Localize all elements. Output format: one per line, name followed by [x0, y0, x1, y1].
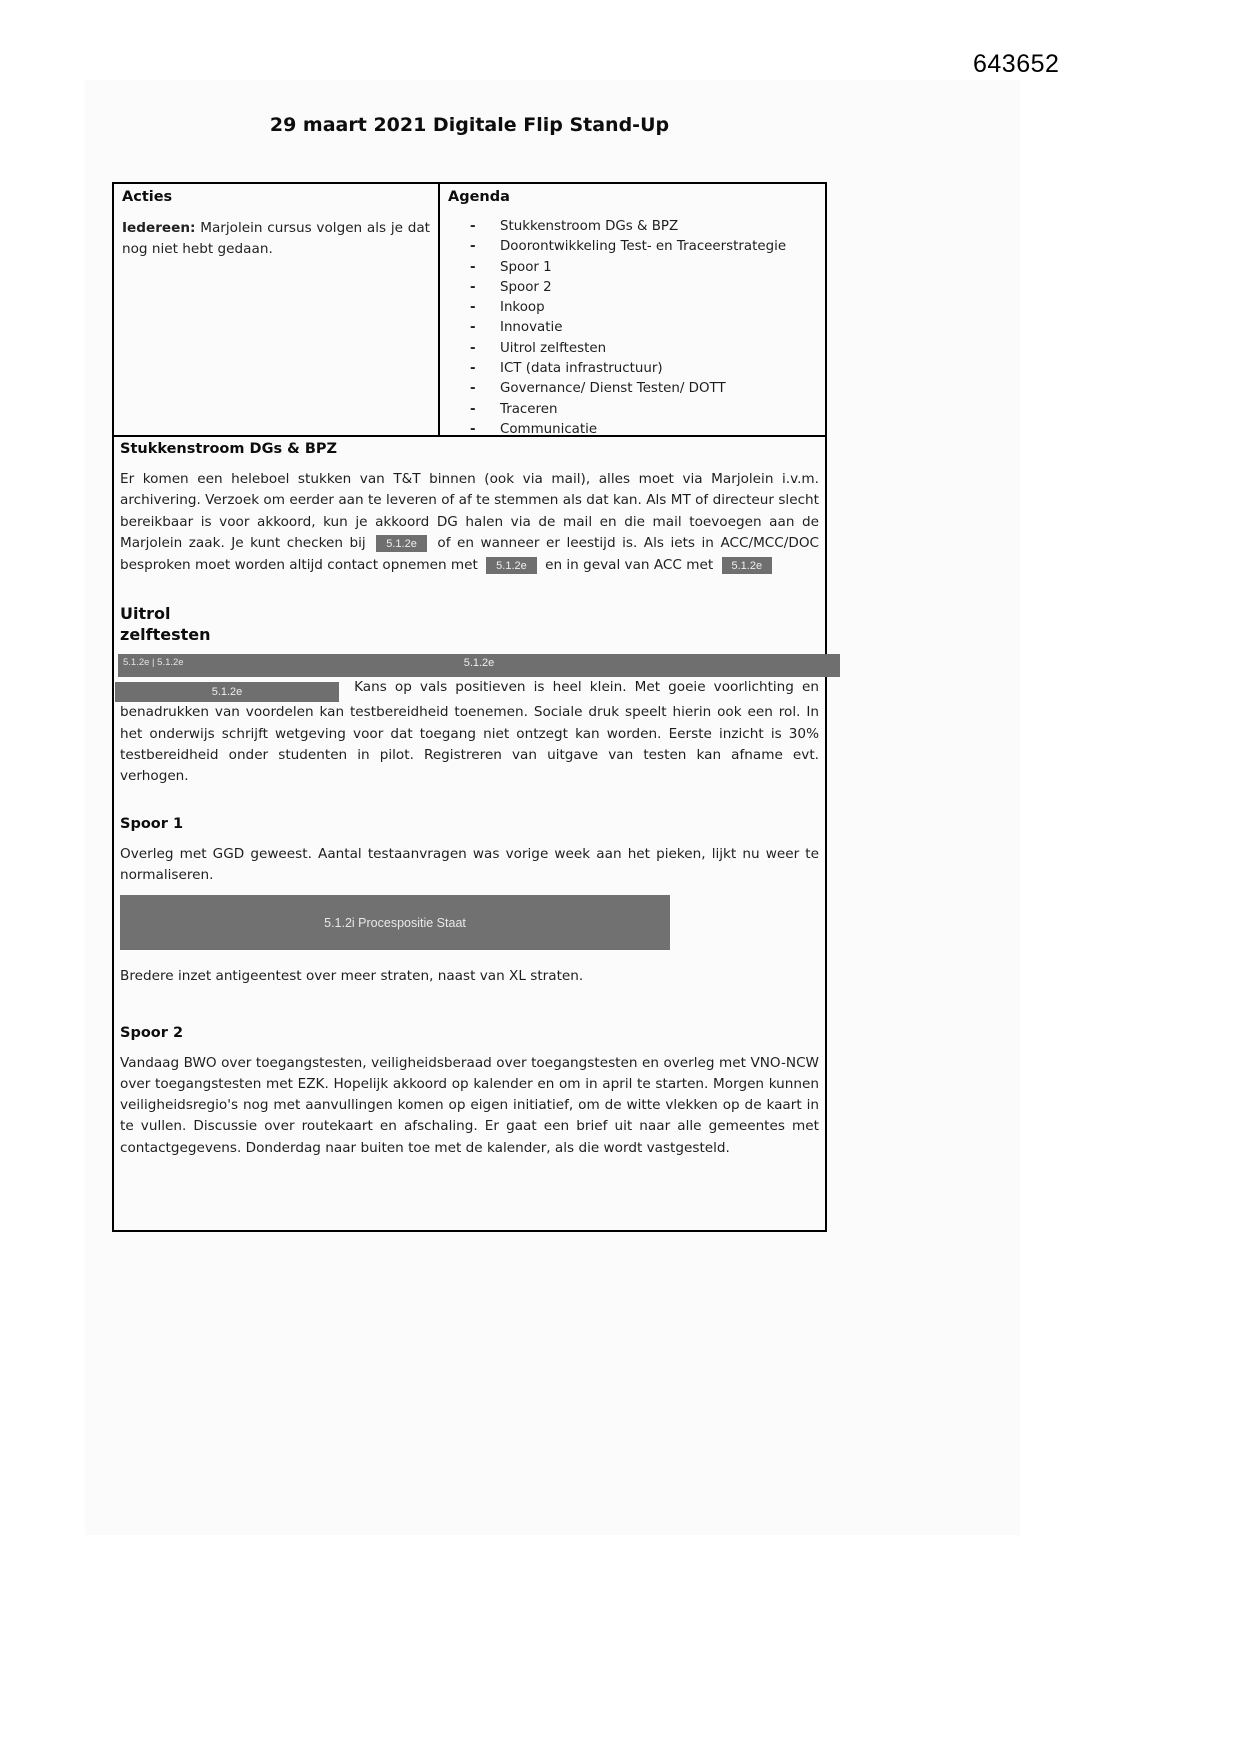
acties-item-lead: Iedereen: — [122, 220, 196, 236]
table-header-row — [114, 184, 825, 437]
redaction-block-label: 5.1.2i Procespositie Staat — [324, 915, 466, 930]
agenda-item-label: Inkoop — [500, 300, 545, 316]
spoor2-heading: Spoor 2 — [120, 1024, 184, 1041]
bullet-dash: - — [470, 279, 476, 295]
agenda-item-label: Stukkenstroom DGs & BPZ — [500, 219, 679, 234]
acties-cell — [114, 184, 440, 435]
redaction-box: 5.1.2e — [486, 557, 537, 574]
agenda-header: Agenda — [448, 189, 510, 205]
bullet-dash: - — [470, 259, 476, 275]
stukkenstroom-heading: Stukkenstroom DGs & BPZ — [120, 441, 338, 457]
agenda-item — [448, 400, 817, 420]
acties-item-text: Marjolein cursus volgen als je dat nog niet hebt gedaan. — [122, 220, 430, 257]
agenda-item-label: Governance/ Dienst Testen/ DOTT — [500, 381, 726, 397]
uitrol-heading — [120, 604, 819, 645]
spoor1-heading: Spoor 1 — [120, 815, 184, 832]
paragraph-segment: Er komen een heleboel stukken van T&T binnen (ook via mail), alles moet via Marjolein i.v.m. archivering. Verzoek om eerder aan te leveren of af te stemmen als dat kan. Als MT of directeur slecht bereikbaar is voor akkoord, kun je akkoord DG halen via de mail en die mail toevoegen aan de Marjolein zaak. Je kunt checken bij — [120, 471, 819, 551]
agenda-item — [448, 339, 817, 359]
agenda-item — [448, 318, 817, 338]
meeting-notes-table — [112, 182, 827, 1232]
redaction-box: 5.1.2e — [376, 535, 427, 552]
spoor1-paragraph: Overleg met GGD geweest. Aantal testaanvragen was vorige week aan het pieken, lijkt nu weer te normaliseren. — [120, 845, 819, 883]
agenda-item-label: Uitrol zelftesten — [500, 340, 607, 356]
agenda-item-label: Spoor 1 — [500, 259, 552, 275]
bullet-dash: - — [470, 421, 476, 437]
redaction-box: 5.1.2e — [115, 682, 339, 702]
agenda-item — [448, 258, 817, 278]
agenda-item-label: Doorontwikkeling Test- en Traceerstrategie — [500, 239, 787, 255]
bullet-dash: - — [470, 361, 476, 377]
agenda-item — [448, 278, 817, 298]
agenda-item-label: ICT (data infrastructuur) — [500, 361, 663, 377]
bullet-dash: - — [470, 320, 476, 336]
document-number: 643652 — [973, 50, 1060, 78]
bullet-dash: - — [470, 381, 476, 397]
agenda-item — [448, 298, 817, 318]
acties-header: Acties — [122, 189, 173, 205]
bullet-dash: - — [470, 401, 476, 417]
paragraph-segment: of en wanneer er leestijd is. Als iets in ACC/MCC/DOC besproken moet worden altijd contact opnemen met — [120, 534, 820, 574]
redaction-block — [120, 895, 670, 950]
redaction-bar-left-label: 5.1.2e | 5.1.2e — [123, 657, 184, 669]
redaction-bar-center-label: 5.1.2e — [463, 657, 495, 670]
bullet-dash: - — [470, 300, 476, 316]
agenda-item — [448, 359, 817, 379]
redaction-box: 5.1.2e — [722, 557, 773, 574]
agenda-item-label: Innovatie — [500, 320, 563, 336]
redaction-bar — [118, 654, 840, 677]
spoor2-paragraph: Vandaag BWO over toegangstesten, veiligheidsberaad over toegangstesten en overleg met VNO-NCW over toegangstesten met EZK. Hopelijk akkoord op kalender en om in april te starten. Morgen kunnen veiligheidsregio's nog met aanvullingen komen op eigen initiatief, om de witte vlekken op de kaart in te vullen. Discussie over routekaart en afschaling. Er gaat een brief uit naar alle gemeentes met contactgegevens. Donderdag naar buiten toe met de kalender, als die wordt vastgesteld. — [120, 1054, 819, 1156]
agenda-item-label: Spoor 2 — [500, 279, 552, 295]
agenda-item — [448, 237, 817, 257]
agenda-list — [448, 217, 817, 440]
agenda-item — [448, 217, 817, 237]
page-title: 29 maart 2021 Digitale Flip Stand-Up — [269, 114, 670, 136]
notes-body-row — [114, 437, 825, 1230]
uitrol-heading-line1: Uitrol — [120, 604, 171, 624]
agenda-item — [448, 379, 817, 399]
bullet-dash: - — [470, 239, 476, 255]
paragraph-segment: Kans op vals positieven is heel klein. Met goeie voorlichting en benadrukken van voordelen kan testbereidheid toenemen. Sociale druk speelt hierin ook een rol. In het onderwijs schrijft wetgeving voor dat toegang niet ontzegt kan worden. Eerste inzicht is 30% testbereidheid onder studenten in pilot. Registreren van uitgave van testen kan afname evt. verhogen. — [120, 679, 819, 785]
bullet-dash: - — [470, 219, 476, 234]
spoor1-paragraph2: Bredere inzet antigeentest over meer straten, naast van XL straten. — [120, 968, 584, 985]
agenda-item-label: Traceren — [500, 401, 558, 417]
bullet-dash: - — [470, 340, 476, 356]
uitrol-heading-line2: zelftesten — [120, 624, 211, 644]
stukkenstroom-paragraph — [120, 469, 819, 577]
acties-item — [122, 218, 430, 260]
agenda-item-label: Communicatie — [500, 421, 598, 437]
uitrol-paragraph — [120, 677, 819, 787]
agenda-cell — [440, 184, 825, 435]
paragraph-segment: en in geval van ACC met — [545, 557, 714, 574]
